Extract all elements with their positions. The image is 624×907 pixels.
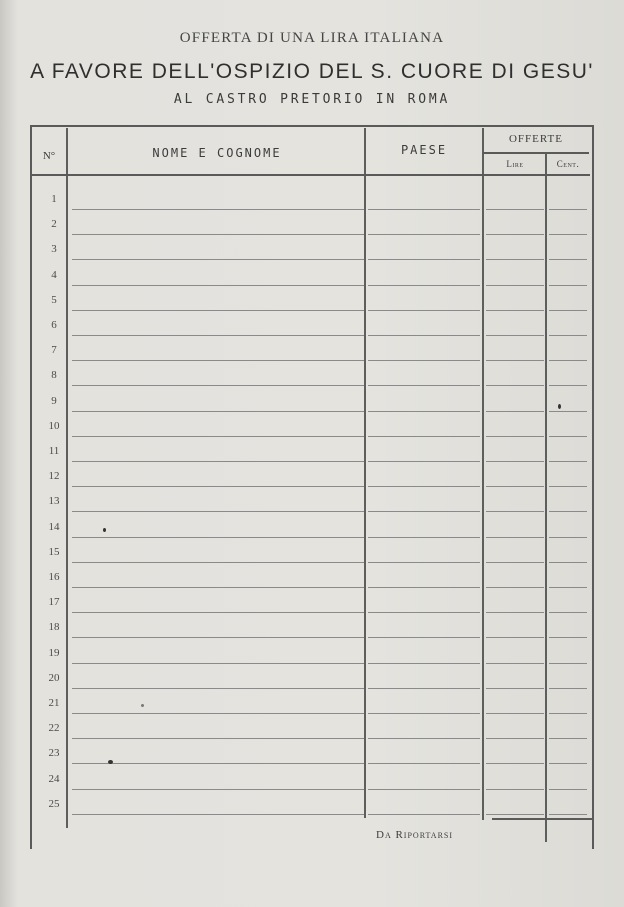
row-rule xyxy=(486,789,544,790)
row-rule xyxy=(549,688,587,689)
row-rule xyxy=(72,612,364,613)
row-rule xyxy=(72,209,364,210)
row-rule xyxy=(486,335,544,336)
row-rule xyxy=(72,259,364,260)
row-rule xyxy=(486,234,544,235)
row-number: 2 xyxy=(51,218,57,231)
col-divider-lire xyxy=(545,152,547,842)
row-rule xyxy=(486,637,544,638)
footer-total-line xyxy=(492,818,592,820)
row-rule xyxy=(368,738,480,739)
header-number: N° xyxy=(42,150,56,162)
row-rule xyxy=(549,310,587,311)
col-divider-name xyxy=(364,128,366,818)
row-rule xyxy=(368,385,480,386)
ink-spot xyxy=(103,528,106,532)
header-offerte: OFFERTE xyxy=(508,133,563,145)
row-rule xyxy=(368,310,480,311)
row-rule xyxy=(486,209,544,210)
row-rule xyxy=(368,688,480,689)
row-number: 16 xyxy=(48,571,60,583)
row-rule xyxy=(72,310,364,311)
row-rule xyxy=(549,663,587,664)
row-rule xyxy=(368,814,480,815)
row-rule xyxy=(72,285,364,286)
row-rule xyxy=(368,637,480,638)
row-rule xyxy=(549,713,587,714)
row-rule xyxy=(549,209,587,210)
header-bottom-line xyxy=(32,174,590,176)
row-rule xyxy=(549,763,587,764)
row-number: 8 xyxy=(51,369,57,382)
row-rule xyxy=(486,360,544,361)
row-rule xyxy=(368,511,480,512)
row-rule xyxy=(549,637,587,638)
row-rule xyxy=(72,763,364,764)
row-rule xyxy=(368,411,480,412)
row-rule xyxy=(549,562,587,563)
row-rule xyxy=(72,537,364,538)
row-rule xyxy=(486,411,544,412)
header-cent: Cent. xyxy=(556,159,580,169)
row-rule xyxy=(368,763,480,764)
row-rule xyxy=(72,511,364,512)
row-rule xyxy=(549,537,587,538)
da-riportarsi-label: Da Riportarsi xyxy=(376,829,454,841)
ink-spot xyxy=(558,404,561,409)
row-rule xyxy=(549,360,587,361)
row-rule xyxy=(72,486,364,487)
form-title-location: AL CASTRO PRETORIO IN ROMA xyxy=(173,92,451,107)
row-number: 14 xyxy=(48,520,60,533)
row-rule xyxy=(486,436,544,437)
row-rule xyxy=(368,587,480,588)
row-rule xyxy=(549,411,587,412)
row-rule xyxy=(549,385,587,386)
col-divider-paese xyxy=(482,128,484,820)
row-rule xyxy=(549,285,587,286)
row-rule xyxy=(549,234,587,235)
ink-spot xyxy=(141,704,144,707)
row-rule xyxy=(72,814,364,815)
row-rule xyxy=(549,259,587,260)
row-number: 3 xyxy=(51,243,57,256)
row-rule xyxy=(486,738,544,739)
row-rule xyxy=(368,612,480,613)
row-number: 22 xyxy=(48,722,60,735)
row-rule xyxy=(72,789,364,790)
row-number: 19 xyxy=(48,646,60,659)
offerte-subheader-line xyxy=(483,152,589,154)
header-name: NOME E COGNOME xyxy=(152,146,282,160)
row-rule xyxy=(368,259,480,260)
row-rule xyxy=(368,436,480,437)
row-rule xyxy=(72,587,364,588)
row-rule xyxy=(368,234,480,235)
row-rule xyxy=(549,612,587,613)
row-rule xyxy=(368,713,480,714)
row-rule xyxy=(549,436,587,437)
header-lire: Lire xyxy=(506,159,524,169)
row-number: 7 xyxy=(51,344,57,357)
row-number: 23 xyxy=(48,747,60,760)
row-rule xyxy=(486,562,544,563)
row-rule xyxy=(72,436,364,437)
row-rule xyxy=(72,738,364,739)
row-rule xyxy=(72,663,364,664)
row-rule xyxy=(549,789,587,790)
row-rule xyxy=(72,335,364,336)
row-rule xyxy=(486,814,544,815)
row-rule xyxy=(486,537,544,538)
row-rule xyxy=(368,537,480,538)
row-rule xyxy=(486,713,544,714)
row-rule xyxy=(486,486,544,487)
row-rule xyxy=(72,411,364,412)
row-rule xyxy=(368,461,480,462)
row-number: 17 xyxy=(48,596,60,609)
row-number: 5 xyxy=(51,293,57,306)
row-rule xyxy=(549,814,587,815)
row-number: 6 xyxy=(51,319,57,331)
row-rule xyxy=(368,360,480,361)
row-number: 13 xyxy=(48,495,60,508)
row-rule xyxy=(549,461,587,462)
row-number: 25 xyxy=(48,797,60,810)
row-rule xyxy=(368,562,480,563)
row-rule xyxy=(72,637,364,638)
row-rule xyxy=(486,587,544,588)
row-number: 18 xyxy=(48,621,60,634)
ink-spot xyxy=(108,760,113,764)
row-rule xyxy=(486,285,544,286)
row-rule xyxy=(486,461,544,462)
row-rule xyxy=(72,713,364,714)
row-rule xyxy=(486,385,544,386)
row-number: 11 xyxy=(48,445,60,457)
row-rule xyxy=(549,511,587,512)
row-rule xyxy=(368,486,480,487)
row-number: 20 xyxy=(48,671,60,684)
row-rule xyxy=(549,587,587,588)
row-rule xyxy=(72,688,364,689)
row-number: 4 xyxy=(51,268,57,281)
row-rule xyxy=(486,259,544,260)
row-rule xyxy=(549,486,587,487)
row-number: 9 xyxy=(51,394,57,407)
row-number: 21 xyxy=(48,697,60,709)
row-rule xyxy=(72,234,364,235)
row-rule xyxy=(486,663,544,664)
row-rule xyxy=(549,738,587,739)
row-rule xyxy=(486,612,544,613)
row-rule xyxy=(368,789,480,790)
row-rule xyxy=(72,461,364,462)
row-rule xyxy=(368,209,480,210)
row-rule xyxy=(368,285,480,286)
row-rule xyxy=(486,310,544,311)
header-paese: PAESE xyxy=(400,143,448,157)
row-number: 12 xyxy=(48,470,60,483)
row-rule xyxy=(368,663,480,664)
row-rule xyxy=(549,335,587,336)
row-rule xyxy=(486,688,544,689)
row-rule xyxy=(72,562,364,563)
form-title-favore: A FAVORE DELL'OSPIZIO DEL S. CUORE DI GESU' xyxy=(30,60,594,83)
row-number: 1 xyxy=(51,193,57,205)
row-rule xyxy=(368,335,480,336)
row-rule xyxy=(486,511,544,512)
row-rule xyxy=(486,763,544,764)
row-number: 15 xyxy=(48,545,60,558)
form-title-offerta: OFFERTA DI UNA LIRA ITALIANA xyxy=(179,30,445,46)
row-rule xyxy=(72,360,364,361)
row-number: 10 xyxy=(48,419,60,432)
row-rule xyxy=(72,385,364,386)
row-number: 24 xyxy=(48,772,60,785)
